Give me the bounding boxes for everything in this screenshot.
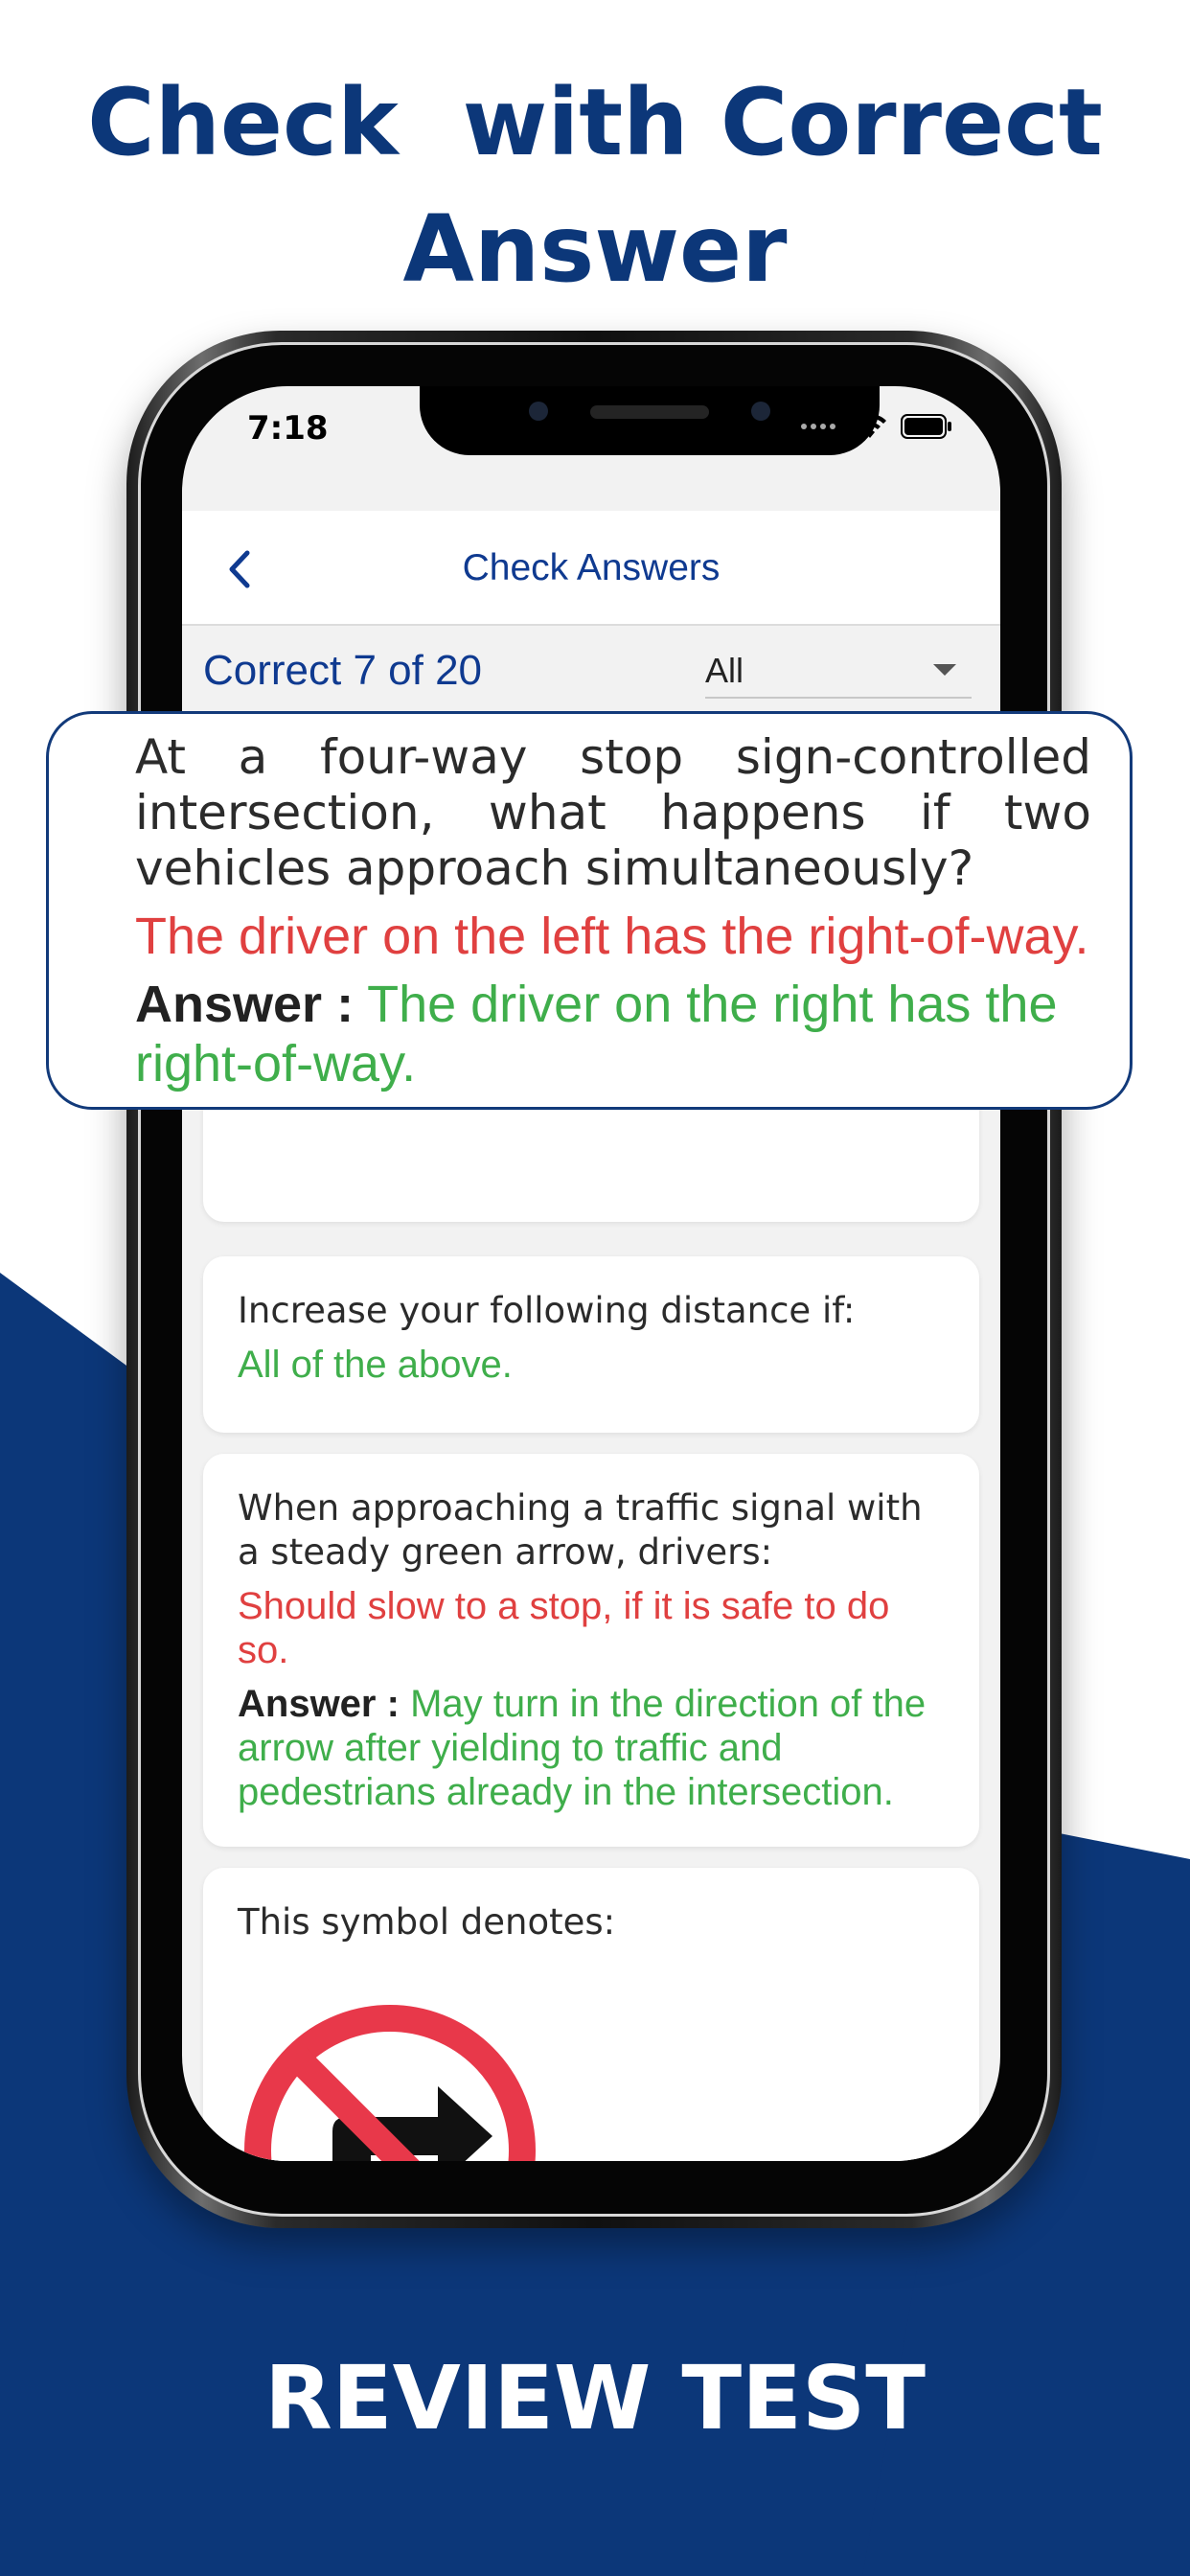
- summary-row: [182, 626, 1000, 722]
- filter-selected-value: All: [705, 651, 744, 690]
- question-text: This symbol denotes:: [238, 1901, 616, 1943]
- question-card: [203, 1256, 979, 1433]
- footer-title: REVIEW TEST: [263, 2347, 927, 2450]
- callout-correct-answer-line: [135, 975, 1091, 1093]
- page-title: Check Answers: [462, 547, 721, 588]
- correct-answer-line: [238, 1682, 945, 1814]
- phone-mockup: [126, 331, 1062, 2228]
- question-card: [203, 1454, 979, 1847]
- battery-icon: [901, 414, 952, 439]
- selected-answer-wrong: Should slow to a stop, if it is safe to do so.: [238, 1585, 890, 1671]
- promo-headline: [0, 59, 1190, 312]
- callout-correct-answer-text: The driver on the right has the right-of-way.: [135, 976, 1058, 1092]
- correct-count-label: Correct 7 of 20: [203, 647, 483, 694]
- selected-answer-correct: All of the above.: [238, 1344, 513, 1386]
- no-right-turn-sign-icon: [241, 2002, 538, 2161]
- answer-label: Answer :: [135, 976, 355, 1033]
- headline-line-1: Check with Correct: [87, 69, 1103, 176]
- answer-label: Answer :: [238, 1683, 400, 1725]
- chevron-down-icon: [933, 664, 956, 676]
- callout-selected-answer-wrong: The driver on the left has the right-of-way.: [135, 908, 1089, 965]
- question-card: [203, 1868, 979, 2161]
- correct-answer-text: May turn in the direction of the arrow after yielding to traffic and pedestrians already in the intersection.: [238, 1683, 927, 1813]
- sensor-icon: [751, 402, 770, 421]
- wifi-icon: [853, 413, 887, 440]
- camera-icon: [529, 402, 548, 421]
- speaker-grille: [590, 405, 709, 419]
- headline-line-2: Answer: [402, 196, 788, 303]
- nav-bar: [182, 511, 1000, 626]
- signal-dots-icon: [801, 422, 839, 431]
- status-icons: [801, 413, 952, 440]
- highlighted-question-callout: [46, 711, 1133, 1110]
- question-text: Increase your following distance if:: [238, 1290, 856, 1331]
- status-time: 7:18: [247, 409, 329, 448]
- callout-question-text: At a four-way stop sign-controlled intersection, what happens if two vehicles approach simultaneously?: [135, 729, 1091, 896]
- phone-screen: [182, 386, 1000, 2161]
- question-text: When approaching a traffic signal with a steady green arrow, drivers:: [238, 1487, 923, 1573]
- filter-dropdown[interactable]: [705, 645, 972, 699]
